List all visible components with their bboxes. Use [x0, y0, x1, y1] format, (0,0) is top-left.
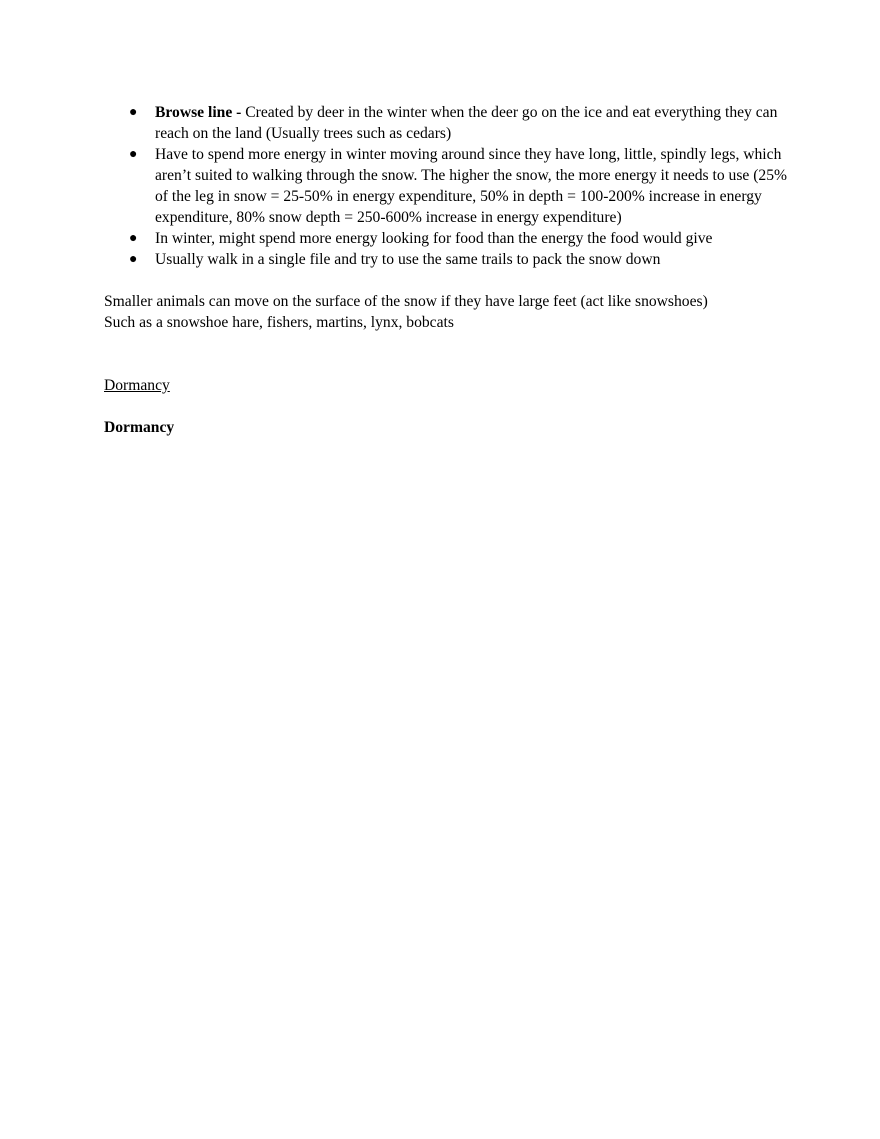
list-item: [104, 102, 794, 144]
bullet-list: [104, 102, 794, 270]
dormancy-heading: Dormancy: [104, 419, 175, 436]
paragraph-line: Smaller animals can move on the surface of the snow if they have large feet (act like snowshoes): [104, 293, 708, 310]
bullet-text: In winter, might spend more energy looking for food than the energy the food would give: [155, 230, 713, 247]
bullet-icon: ●: [129, 231, 138, 246]
bullet-icon: ●: [129, 252, 138, 267]
bullet-text: Usually walk in a single file and try to use the same trails to pack the snow down: [155, 251, 661, 268]
bullet-text: Have to spend more energy in winter moving around since they have long, little, spindly legs, which aren’t suited to walking through the snow. The higher the snow, the more energy it needs to use (25% of the leg in snow = 25-50% in energy expenditure, 50% in depth = 100-200% increase in energy expenditure, 80% snow depth = 250-600% increase in energy expenditure): [155, 146, 787, 226]
bullet-icon: ●: [129, 147, 138, 162]
document-content: [104, 102, 794, 438]
bullet-icon: ●: [129, 105, 138, 120]
dormancy-link[interactable]: Dormancy: [104, 377, 170, 394]
snow-paragraph: [104, 291, 794, 333]
bullet-text: Created by deer in the winter when the deer go on the ice and eat everything they can reach on the land (Usually trees such as cedars): [155, 104, 778, 142]
list-item: [104, 144, 794, 228]
bullet-bold-term: Browse line -: [155, 104, 242, 121]
list-item: [104, 249, 794, 270]
list-item: [104, 228, 794, 249]
paragraph-line: Such as a snowshoe hare, fishers, martins, lynx, bobcats: [104, 314, 454, 331]
